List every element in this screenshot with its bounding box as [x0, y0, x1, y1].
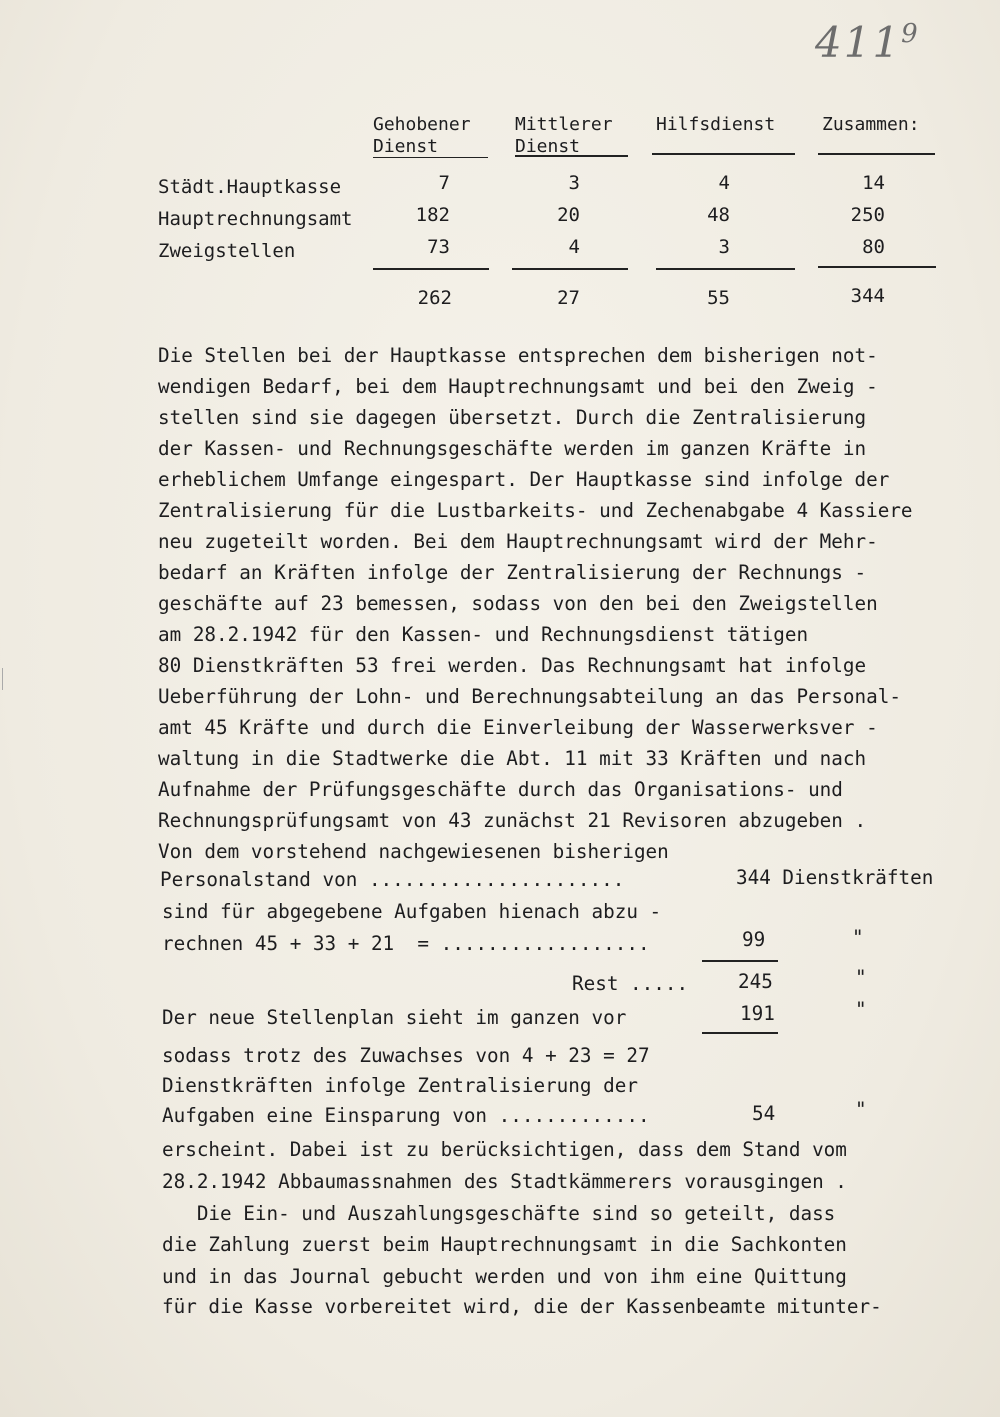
cell: 182 [415, 204, 450, 226]
header-line1: Mittlerer [515, 114, 613, 135]
body-line: stellen sind sie dagegen übersetzt. Durch die Zentralisierung [158, 406, 867, 429]
body-line: neu zugeteilt worden. Bei dem Hauptrechnungsamt wird der Mehr- [158, 530, 878, 553]
calc-zuwachs: sodass trotz des Zuwachses von 4 + 23 = 27 [162, 1044, 650, 1067]
calc-einsparung: Aufgaben eine Einsparung von ............. [162, 1104, 650, 1127]
closing-line: für die Kasse vorbereitet wird, die der Kassenbeamte mitunter- [162, 1295, 882, 1318]
body-line: der Kassen- und Rechnungsgeschäfte werden im ganzen Kräfte in [158, 437, 867, 460]
calc-abzurechnen: sind für abgegebene Aufgaben hienach abzu - [162, 900, 662, 923]
calc-rule [702, 1032, 778, 1034]
calc-personalstand-value: 344 Dienstkräften [736, 866, 934, 889]
ditto-mark: " [855, 998, 867, 1021]
body-line: Aufnahme der Prüfungsgeschäfte durch das Organisations- und [158, 778, 843, 801]
calc-stellenplan-value: 191 [740, 1002, 775, 1025]
body-line: Die Stellen bei der Hauptkasse entsprechen dem bisherigen not- [158, 344, 878, 367]
calc-rest-value: 245 [738, 970, 773, 993]
cell: 73 [427, 236, 450, 258]
closing-line: erscheint. Dabei ist zu berücksichtigen, dass dem Stand vom [162, 1138, 847, 1161]
header-line1: Gehobener [373, 114, 471, 135]
body-line: waltung in die Stadtwerke die Abt. 11 mit 33 Kräften und nach [158, 747, 867, 770]
table-header-gehobener [373, 114, 471, 158]
sum-rule [818, 266, 936, 268]
header-line2: Dienst [373, 136, 439, 157]
body-line: erheblichem Umfange eingespart. Der Hauptkasse sind infolge der [158, 468, 890, 491]
calc-personalstand: Personalstand von ...................... [160, 868, 625, 891]
calc-rule [702, 960, 778, 962]
page-number [815, 18, 920, 67]
body-line: amt 45 Kräfte und durch die Einverleibung der Wasserwerksver - [158, 716, 878, 739]
row-label-zweigstellen: Zweigstellen [158, 240, 296, 262]
cell: 250 [850, 204, 885, 226]
cell: 20 [557, 204, 580, 226]
body-line: wendigen Bedarf, bei dem Hauptrechnungsamt und bei den Zweig - [158, 375, 878, 398]
page-number-handwritten: 411 [815, 18, 902, 67]
body-line: Rechnungsprüfungsamt von 43 zunächst 21 Revisoren abzugeben . [158, 809, 867, 832]
body-line: Zentralisierung für die Lustbarkeits- und Zechenabgabe 4 Kassiere [158, 499, 913, 522]
body-line: Ueberführung der Lohn- und Berechnungsabteilung an das Personal- [158, 685, 901, 708]
body-line: bedarf an Kräften infolge der Zentralisierung der Rechnungs - [158, 561, 867, 584]
header-line1: Zusammen: [822, 114, 920, 135]
header-underline [373, 157, 488, 158]
body-line: 80 Dienstkräften 53 frei werden. Das Rechnungsamt hat infolge [158, 654, 867, 677]
total-cell: 55 [707, 287, 730, 309]
ditto-mark: " [855, 966, 867, 989]
header-underline [515, 155, 628, 157]
row-label-hauptrechnungsamt: Hauptrechnungsamt [158, 208, 353, 230]
body-line: geschäfte auf 23 bemessen, sodass von den bei den Zweigstellen [158, 592, 878, 615]
header-line2: Dienst [515, 136, 581, 157]
sum-rule [512, 268, 628, 270]
row-label-hauptkasse: Städt.Hauptkasse [158, 176, 342, 198]
table-header-mittlerer [515, 114, 613, 158]
ditto-mark: " [855, 1098, 867, 1121]
cell: 48 [707, 204, 730, 226]
calc-dienstkraefte: Dienstkräften infolge Zentralisierung der [162, 1074, 638, 1097]
total-cell: 27 [557, 287, 580, 309]
cell: 3 [718, 236, 730, 258]
cell: 3 [568, 172, 580, 194]
closing-line: und in das Journal gebucht werden und von ihm eine Quittung [162, 1265, 847, 1288]
closing-line: 28.2.1942 Abbaumassnahmen des Stadtkämmerers vorausgingen . [162, 1170, 847, 1193]
table-header-zusammen [822, 114, 920, 136]
calc-stellenplan: Der neue Stellenplan sieht im ganzen vor [162, 1006, 627, 1029]
cell: 4 [568, 236, 580, 258]
total-cell: 344 [850, 285, 885, 307]
sum-rule [656, 268, 795, 270]
header-underline [818, 153, 935, 155]
table-header-hilfsdienst [656, 114, 775, 136]
page-number-small: 9 [901, 19, 920, 49]
body-line: am 28.2.1942 für den Kassen- und Rechnungsdienst tätigen [158, 623, 809, 646]
closing-line: die Zahlung zuerst beim Hauptrechnungsamt in die Sachkonten [162, 1233, 847, 1256]
cell: 80 [862, 236, 885, 258]
cell: 4 [718, 172, 730, 194]
ditto-mark: " [852, 926, 864, 949]
header-line1: Hilfsdienst [656, 114, 776, 135]
calc-rest-label: Rest ..... [572, 972, 689, 995]
cell: 7 [438, 172, 450, 194]
body-line: Von dem vorstehend nachgewiesenen bisherigen [158, 840, 669, 863]
header-underline [652, 153, 795, 155]
calc-einsparung-value: 54 [752, 1102, 776, 1125]
margin-mark [2, 668, 9, 690]
cell: 14 [862, 172, 885, 194]
body-paragraph [158, 340, 998, 929]
calc-abzurechnen-value: 99 [742, 928, 766, 951]
total-cell: 262 [417, 287, 452, 309]
closing-line: Die Ein- und Auszahlungsgeschäfte sind so geteilt, dass [162, 1202, 836, 1225]
sum-rule [373, 268, 489, 270]
calc-rechnen: rechnen 45 + 33 + 21 = .................. [162, 932, 650, 955]
